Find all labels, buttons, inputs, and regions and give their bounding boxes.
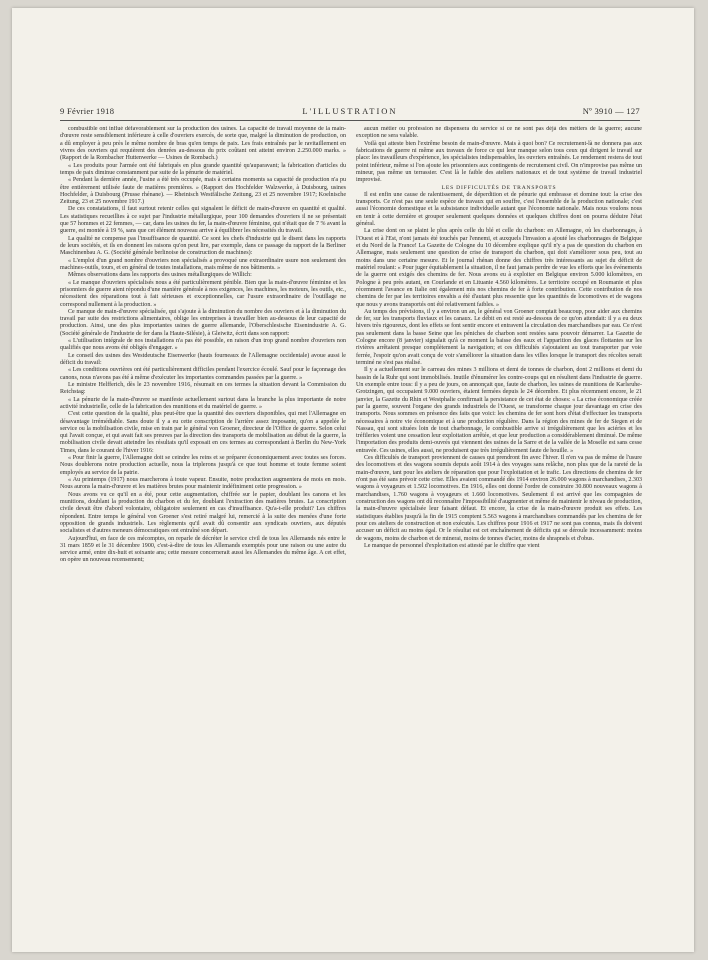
paragraph: « L'utilisation intégrale de nos installations n'a pas été possible, en raison d'un trop grand nombre d'ouvriers non qualifiés que nous avons été obligés d'engager. » — [60, 338, 346, 352]
paragraph: Le ministre Helfferich, dès le 23 novembre 1916, résumait en ces termes la situation devant la Commission du Reichstag: — [60, 381, 346, 396]
header-page-number: Nº 3910 — 127 — [582, 106, 640, 116]
left-column — [60, 126, 346, 926]
paragraph: La qualité ne compense pas l'insuffisance de quantité. Ce sont les chefs d'industrie qui le disent dans les rapports de leurs sociétés, et ils en donnent les raisons qu'on peut lire, par exemple, dans ce passage du rapport de la Berliner Maschinenbau A. G. (Société générale berlinoise de construction de machines): — [60, 235, 346, 257]
paragraph: « Pendant la dernière année, l'usine a été très occupée, mais à certains moments sa capacité de production n'a pu être entièrement utilisée faute de matières premières. » (Rapport des Hochfelder Walzwerke, à Duisbourg, usines Hochfelder, à Duisbourg (Prusse rhénane). — Rheinisch Westfälische Zeitung, 23 et 25 novembre 1917; Koelnische Zeitung, 23 et 25 novembre 1917.) — [60, 177, 346, 206]
paragraph: Voilà qui atteste bien l'extrême besoin de main-d'œuvre. Mais à quoi bon? Ce recrutement-là ne donnera pas aux fabrications de guerre ni même aux travaux de force ce qui leur manque selon tous ceux qui dirigent le travail sur place: les travailleurs d'expérience, les spécialistes indispensables, les ouvriers entraînés. Le rendement restera de tout point inférieur, même si l'on ajoute les prisonniers aux contingents de recrutement civil. On n'improvise pas même un mineur, pas même un terrassier. C'est là le faible des ateliers nationaux et de tout système de travail industriel improvisé. — [356, 140, 642, 184]
header-rule — [60, 120, 640, 121]
paragraph: combustible ont influé défavorablement sur la production des usines. La capacité de travail moyenne de la main-d'œuvre reste sensiblement inférieure à celle d'ouvriers exercés, de sorte que, malgré la diminution de production, on a dû employer à peu près le même nombre de bras qu'en temps de paix. Les frais entraînés par le ravitaillement en vivres des ouvriers qui requièrent des denrées au-dessous du prix coûtant ont atteint environ 2.250.000 marks. » (Rapport de la Rombacher Huttenwerke — Usines de Rombach.) — [60, 126, 346, 162]
paragraph: « Au printemps (1917) nous marcherons à toute vapeur. Ensuite, notre production augmentera de mois en mois. Nous aurons la main-d'œuvre et les matières brutes pour maintenir indéfiniment cette progression. » — [60, 477, 346, 491]
paragraph: Aujourd'hui, en face de ces mécomptes, on reparle de décréter le service civil de tous les Allemands nés entre le 31 mars 1859 et le 31 décembre 1900, c'est-à-dire de tous les Allemands exemptés pour une raison ou une autre du service armé, entre dix-huit et soixante ans; cette mesure concernerait aussi les Allemandes du même âge. A cet effet, on opère un nouveau recensement; — [60, 535, 346, 564]
section-heading: LES DIFFICULTÉS DE TRANSPORTS — [441, 184, 557, 191]
paragraph: C'est cette question de la qualité, plus peut-être que la quantité des ouvriers disponibles, qui met l'Allemagne en désavantage irrémédiable. Sans doute il y a eu cette conscription de l'arrière assez imposante, qu'on a appelée le service ou la mobilisation civile, mise en train par le général von Groener, directeur de l'Office de guerre. Selon celui qui l'avait conçue, et qui avait fait ses preuves par la direction des transports de mobilisation au début de la guerre, la mobilisation civile devait atteindre les résultats qu'il exposait en ces termes au correspondant à Berlin du New-York Times, dans le courant de l'hiver 1916: — [60, 411, 346, 454]
running-header — [60, 106, 640, 120]
paragraph: Le manque de personnel d'exploitation est attesté par le chiffre que vient — [364, 542, 540, 549]
paragraph: « Pour finir la guerre, l'Allemagne doit se ceindre les reins et se préparer économiquement avec toutes ses forces. Nous doublerons notre production actuelle, nous la triplerons jusqu'à ce que tout homme et toute femme soient employés au service de la patrie. — [60, 455, 346, 476]
paragraph: De ces constatations, il faut surtout retenir celles qui signalent le déficit de main-d'œuvre en quantité et qualité. Les statistiques recueillies à ce sujet par l'industrie métallurgique, pour 100 demandes d'ouvriers il ne se présentait que 57 hommes et 22 femmes, — car, dans les usines du fer, la main-d'œuvre féminine, qui n'était que de 7 % avant la guerre, est montée à 19 %, sans que cet élément nouveau arrive à équilibrer les nécessités du travail. — [60, 206, 346, 235]
paragraph: « Les produits pour l'armée ont été fabriqués en plus grande quantité qu'auparavant; la fabrication d'articles du temps de paix diminue constamment par suite de la pénurie de matériel. — [60, 162, 346, 176]
paragraph: « L'emploi d'un grand nombre d'ouvriers non spécialisés a provoqué une extraordinaire usure non seulement des machines-outils, tours, et en général de toutes installations, mais même de nos bâtiments. » — [60, 257, 346, 271]
paragraph: aucun métier ou profession ne dispensera du service si ce ne sont pas déjà des métiers de la guerre; aucune exception ne sera valable. — [356, 126, 642, 140]
right-column — [356, 126, 642, 926]
header-date: 9 Février 1918 — [60, 106, 115, 116]
paragraph: « Les conditions ouvrières ont été particulièrement difficiles pendant l'exercice écoulé. Sauf pour le façonnage des canons, nous n'avons pas été à même d'exécuter les importantes commandes passées par la guerre. » — [60, 367, 346, 381]
paragraph: « Le manque d'ouvriers spécialisés nous a été particulièrement pénible. Bien que la main-d'œuvre féminine et les prisonniers de guerre aient répondu d'une manière générale à nos exigences, les machines, les moteurs, les outils, etc., nécessitent des réparations tout à fait sérieuses et exceptionnelles, car l'usure extraordinaire de l'outillage ne correspond nullement à la production. » — [60, 279, 346, 308]
paragraph: « La pénurie de la main-d'œuvre se manifeste actuellement surtout dans la branche la plus importante de notre activité industrielle, celle de la fabrication des munitions et du matériel de guerre. » — [60, 396, 346, 410]
paragraph: Ce manque de main-d'œuvre spécialisée, qui s'ajoute à la diminution du nombre des ouvriers et à la diminution du travail par suite des restrictions alimentaires, oblige les entreprises à travailler bien au-dessous de leur capacité de production. Ainsi, une des plus importantes usines de guerre allemande, l'Oberschlesische Eisenindustrie A. G. (Société générale de l'industrie de fer dans la Haute-Silésie), à Gleiwitz, écrit dans son rapport: — [60, 308, 346, 337]
paragraph: Il est enfin une cause de ralentissement, de déperdition et de pénurie qui embrasse et domine tout: la crise des transports. Ce n'est pas une seule espèce de travaux qui en souffre, c'est l'ensemble de la production nationale; c'est aussi l'économie domestique et la subsistance individuelle autant que l'économie nationale. Mais nous voulons nous en tenir à cette dernière et grouper seulement quelques données et quelques chiffres dont on pourra déduire l'état général. — [356, 191, 642, 228]
paragraph: Le conseil des usines des Westdeutsche Eisenwerke (hauts fourneaux de l'Allemagne occidentale) avoue aussi le déficit du travail: — [60, 352, 346, 366]
paragraph: Au temps des prévisions, il y a environ un an, le général von Groener comptait beaucoup, pour aider aux chemins de fer, sur les transports fluviaux et les canaux. Le débit en est resté au-dessous de ce qu'on attendait: il y a eu deux hivers très rigoureux, dont les effets se font sentir encore et entravent la circulation des marchandises par eau. Ce n'est pas seulement dans la basse Seine que les péniches de charbon sont restées sans pouvoir démarrer. La Gazette de Cologne encore (8 janvier) signalait qu'à ce moment la baisse des eaux et l'apparition des glaces flottantes sur les rivières arrêtaient presque complètement la navigation; et ces difficultés s'ajoutaient au tout transporter par voie ferrée, l'espoir qu'on avait conçu de voir s'améliorer la situation dans les villes lorsque le transport des récoltes serait terminé ne s'est pas réalisé. — [356, 308, 642, 366]
paragraph: Il y a actuellement sur le carreau des mines 3 millions et demi de tonnes de charbon, dont 2 millions et demi du bassin de la Ruhr qui sont immobilisés. Inutile d'énumérer les contre-coups qui en résultent dans l'industrie de guerre. Un exemple entre tous: il y a peu de jours, on annonçait que, faute de charbon, les usines de munitions de Karlsruhe-Grotzingen, qui occupaient 9.000 ouvriers, étaient fermées depuis le 24 décembre. Et plus récemment encore, le 21 janvier, la Gazette du Rhin et Westphalie confirmait la persistance de cet état de choses: « La crise économique créée par la guerre, souvent l'organe des grands industriels de l'Ouest, se transforme chaque jour davantage en crise des transports. Nous sommes en présence des faits que voici: les chemins de fer sont hors d'état d'effectuer les transports nécessaires à notre vie économique et à une production régulière. Dans la région des mines de fer de Siegen et de Nassau, qui sont situées loin de tout charbonnage, le combustible arrive si irrégulièrement que les aciéries et les tréfileries voient une cessation leur exploitation arrêtée, et que leur production a considérablement diminué. De même l'importation des produits demi-ouvrés qui viennent des usines de la Sarre et de la vallée de la Moselle est sans cesse entravée. Ces usines, elles aussi, ne produisent que très irrégulièrement faute de houille. » — [356, 367, 642, 454]
paragraph: Ces difficultés de transport proviennent de causes qui prendront fin avec l'hiver. Il n'en va pas de même de l'usure des locomotives et des wagons soumis depuis août 1914 à des voyages sans relâche, non plus que de la rareté de la main-d'œuvre, tant pour les ateliers de réparation que pour l'exploitation et le trafic. Les directions de chemins de fer n'ont pas été sans prévoir cette crise. Elles avaient commandé dès 1914 environ 26.000 wagons à marchandises, 2.303 wagons à voyageurs et 1.502 locomotives. En 1916, elles ont donné l'ordre de construire 30.800 nouveaux wagons à marchandises, 1.760 wagons à voyageurs et 1.660 locomotives. Seulement il est arrivé que les compagnies de construction des wagons ont dû reconnaître l'impossibilité d'augmenter et même de maintenir le niveau de production, la main-d'œuvre spécialisée leur faisant défaut. Et encore, la crise de la main-d'œuvre produit ses effets. Les statistiques établies jusqu'à la fin de 1915 comptent 5.563 wagons à marchandises commandés par les chemins de fer pour ces ateliers de construction et non exécutés. Les chiffres pour 1916 et 1917 ne sont pas connus, mais ils doivent accuser un déficit au moins égal. Or le résultat est cet enchaînement de déficits qui se déroule incessamment: moins de wagons, moins de charbon et de minerai, moins de tonnes d'acier, moins de shrapnels et d'obus. — [356, 455, 642, 542]
paragraph: Nous avons vu ce qu'il en a été, pour cette augmentation, chiffrée sur le papier, doublant les canons et les munitions, doublant la production du charbon et du fer, doublant l'extraction des matières brutes. La conscription civile devait être d'abord volontaire, obligatoire seulement en cas d'insuffisance. Qu'a-t-elle produit? Les chiffres répondent. Entre temps le général von Groener s'est retiré malgré lui, remercié à la suite des menées d'une forte opposition de grands industriels. Les règlements qu'il avait dû consentir aux syndicats ouvriers, aux députés socialistes et d'autres meneurs démocratiques ont entraîné son départ. — [60, 491, 346, 535]
page — [12, 8, 694, 952]
paragraph: La crise dont on se plaint le plus après celle du blé et celle du charbon: en Allemagne, où les charbonnages, à l'Ouest et à l'Est, n'ont jamais été touchés par l'ennemi, et auxquels l'invasion a ajouté les charbonnages de Belgique et du Nord de la France! La Gazette de Cologne du 10 décembre explique qu'il n'y a pas de question du charbon en Allemagne, mais seulement une question de crise de transport du charbon, qui doit s'améliorer sous peu, tout au moins dans une certaine mesure. Et le journal rhénan donne des chiffres très intéressants au sujet du déficit de matériel roulant: « Pour juger équitablement la situation, il ne faut jamais perdre de vue les efforts que les événements de la guerre ont exigés des chemins de fer. Nous avons eu à exploiter en Belgique environ 5.000 kilomètres, en Pologne à peu près autant, en Courlande et en Lituanie 4.560 kilomètres. Le territoire occupé en Roumanie et plus récemment l'avance en Italie ont également mis nos chemins de fer à forte contribution. Cette contribution de nos chemins de fer par les territoires envahis a été d'autant plus ressentie que les quantités de locomotives et de wagons que nous y avons transportés ont été relativement faibles. » — [356, 228, 642, 308]
paragraph: Mêmes observations dans les rapports des usines métallurgiques de Willich: — [68, 272, 252, 279]
header-title: L'ILLUSTRATION — [302, 106, 398, 116]
